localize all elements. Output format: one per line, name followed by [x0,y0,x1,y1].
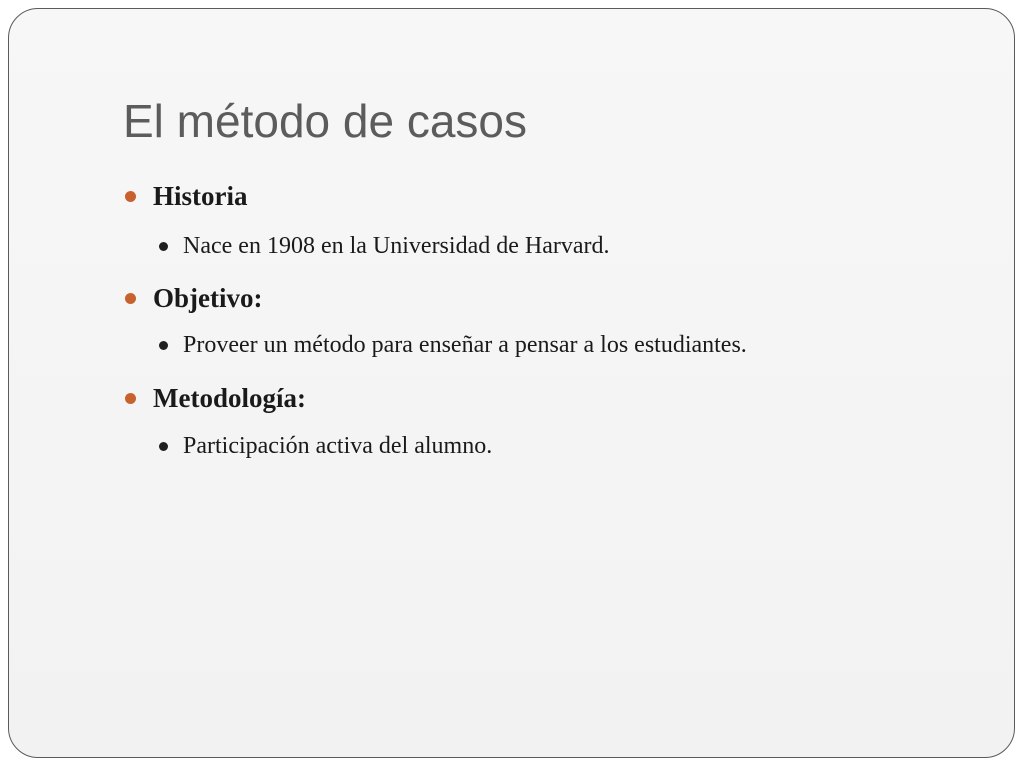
sub-bullet-label: Proveer un método para enseñar a pensar a los estudiantes. [183,332,747,358]
bullet-label: Historia [153,181,248,211]
slide-content [9,9,1014,757]
sub-bullet-metodologia [159,433,492,460]
sub-bullet-historia [159,233,610,260]
bullet-dot-icon [125,393,136,404]
bullet-dot-icon [125,293,136,304]
sub-bullet-dot-icon [159,242,168,251]
slide-frame [8,8,1015,758]
bullet-label: Metodología: [153,383,306,413]
sub-bullet-label: Participación activa del alumno. [183,433,493,459]
sub-bullet-dot-icon [159,442,168,451]
slide-title: El método de casos [123,95,528,147]
bullet-metodologia [125,383,306,414]
bullet-label: Objetivo: [153,283,263,313]
bullet-objetivo [125,283,262,314]
bullet-dot-icon [125,191,136,202]
bullet-historia [125,181,248,212]
sub-bullet-objetivo [159,332,747,359]
sub-bullet-dot-icon [159,341,168,350]
sub-bullet-label: Nace en 1908 en la Universidad de Harvard. [183,233,610,259]
